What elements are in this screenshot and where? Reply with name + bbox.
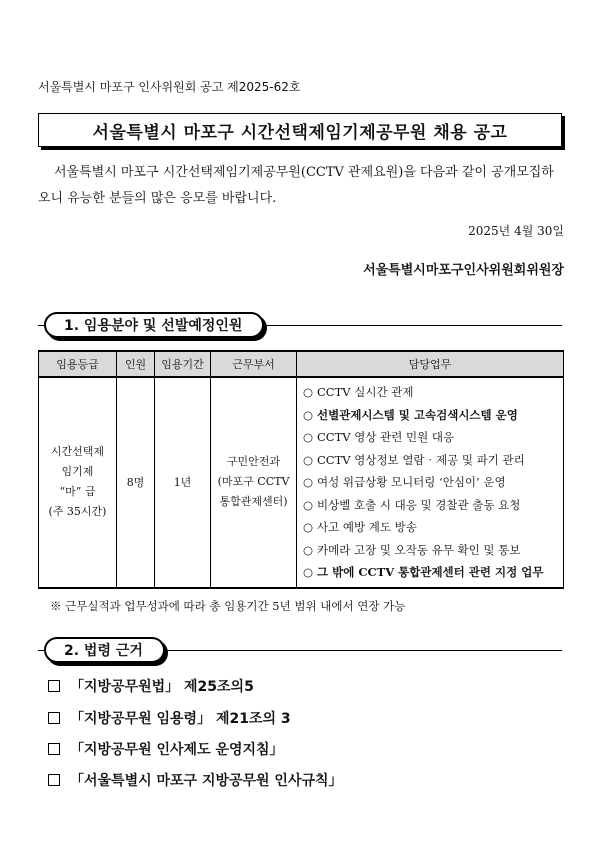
column-header-headcount: 인원 bbox=[117, 351, 155, 377]
checkbox-square-icon bbox=[48, 680, 60, 692]
section-2-heading: 2. 법령 근거 bbox=[44, 637, 165, 663]
law-item: 「지방공무원법」 제25조의5 bbox=[48, 676, 254, 696]
law-item: 「지방공무원 인사제도 운영지침」 bbox=[48, 739, 284, 759]
department-line: 통합관제센터) bbox=[219, 495, 288, 509]
bullet-circle-icon: ○ bbox=[303, 475, 314, 489]
duty-item: ○ 카메라 고장 및 오작동 유무 확인 및 통보 bbox=[303, 539, 563, 562]
column-header-department: 근무부서 bbox=[211, 351, 297, 377]
grade-line: 시간선택제 bbox=[50, 445, 105, 459]
table-header-row bbox=[39, 351, 564, 377]
footnote: ※ 근무실적과 업무성과에 따라 총 임용기간 5년 범위 내에서 연장 가능 bbox=[50, 599, 406, 613]
law-item: 「지방공무원 임용령」 제21조의 3 bbox=[48, 708, 291, 728]
bullet-circle-icon: ○ bbox=[303, 385, 314, 399]
headcount-cell: 8명 bbox=[117, 377, 155, 588]
bullet-circle-icon: ○ bbox=[303, 497, 314, 512]
bullet-circle-icon: ○ bbox=[303, 452, 314, 467]
column-header-duties: 담당업무 bbox=[297, 351, 564, 377]
checkbox-square-icon bbox=[48, 743, 60, 755]
bullet-circle-icon: ○ bbox=[303, 520, 314, 534]
bullet-circle-icon: ○ bbox=[303, 542, 314, 557]
issuer: 서울특별시마포구인사위원회위원장 bbox=[363, 263, 564, 278]
section-1-heading: 1. 임용분야 및 선발예정인원 bbox=[44, 312, 264, 338]
duty-item: ○ 사고 예방 계도 방송 bbox=[303, 516, 563, 539]
page-title: 서울특별시 마포구 시간선택제임기제공무원 채용 공고 bbox=[38, 113, 562, 147]
column-header-period: 임용기간 bbox=[155, 351, 211, 377]
intro-paragraph: 서울특별시 마포구 시간선택제임기제공무원(CCTV 관제요원)을 다음과 같이 공개모집하오니 유능한 분들의 많은 응모를 바랍니다. bbox=[38, 165, 554, 206]
period-cell: 1년 bbox=[155, 377, 211, 588]
duty-item: ○ 비상벨 호출 시 대응 및 경찰관 출동 요청 bbox=[303, 494, 563, 517]
recruitment-table bbox=[38, 350, 564, 589]
checkbox-square-icon bbox=[48, 774, 60, 786]
duties-cell bbox=[297, 377, 564, 588]
grade-line: (주 35시간) bbox=[48, 505, 107, 519]
duty-item: ○ CCTV 실시간 관제 bbox=[303, 381, 563, 404]
department-line: (마포구 CCTV bbox=[217, 475, 290, 489]
bullet-circle-icon: ○ bbox=[303, 407, 314, 422]
bullet-circle-icon: ○ bbox=[303, 430, 314, 444]
duty-item: ○ CCTV 영상 관련 민원 대응 bbox=[303, 426, 563, 449]
grade-line: 임기제 bbox=[61, 465, 94, 479]
grade-cell bbox=[39, 377, 117, 588]
law-item: 「서울특별시 마포구 지방공무원 인사규칙」 bbox=[48, 770, 343, 790]
column-header-grade: 임용등급 bbox=[39, 351, 117, 377]
announcement-date: 2025년 4월 30일 bbox=[468, 224, 564, 238]
checkbox-square-icon bbox=[48, 712, 60, 724]
table-row bbox=[39, 377, 564, 588]
bullet-circle-icon: ○ bbox=[303, 565, 314, 579]
grade-line: “마” 급 bbox=[59, 485, 96, 499]
notice-number: 서울특별시 마포구 인사위원회 공고 제2025-62호 bbox=[38, 80, 301, 94]
duty-item: ○ 그 밖에 CCTV 통합관제센터 관련 지정 업무 bbox=[303, 561, 563, 584]
duty-item: ○ 선별관제시스템 및 고속검색시스템 운영 bbox=[303, 404, 563, 427]
duty-item: ○ 여성 위급상황 모니터링 ‘안심이’ 운영 bbox=[303, 471, 563, 494]
department-cell bbox=[211, 377, 297, 588]
department-line: 구민안전과 bbox=[226, 455, 281, 469]
duty-item: ○ CCTV 영상정보 열람‧제공 및 파기 관리 bbox=[303, 449, 563, 472]
